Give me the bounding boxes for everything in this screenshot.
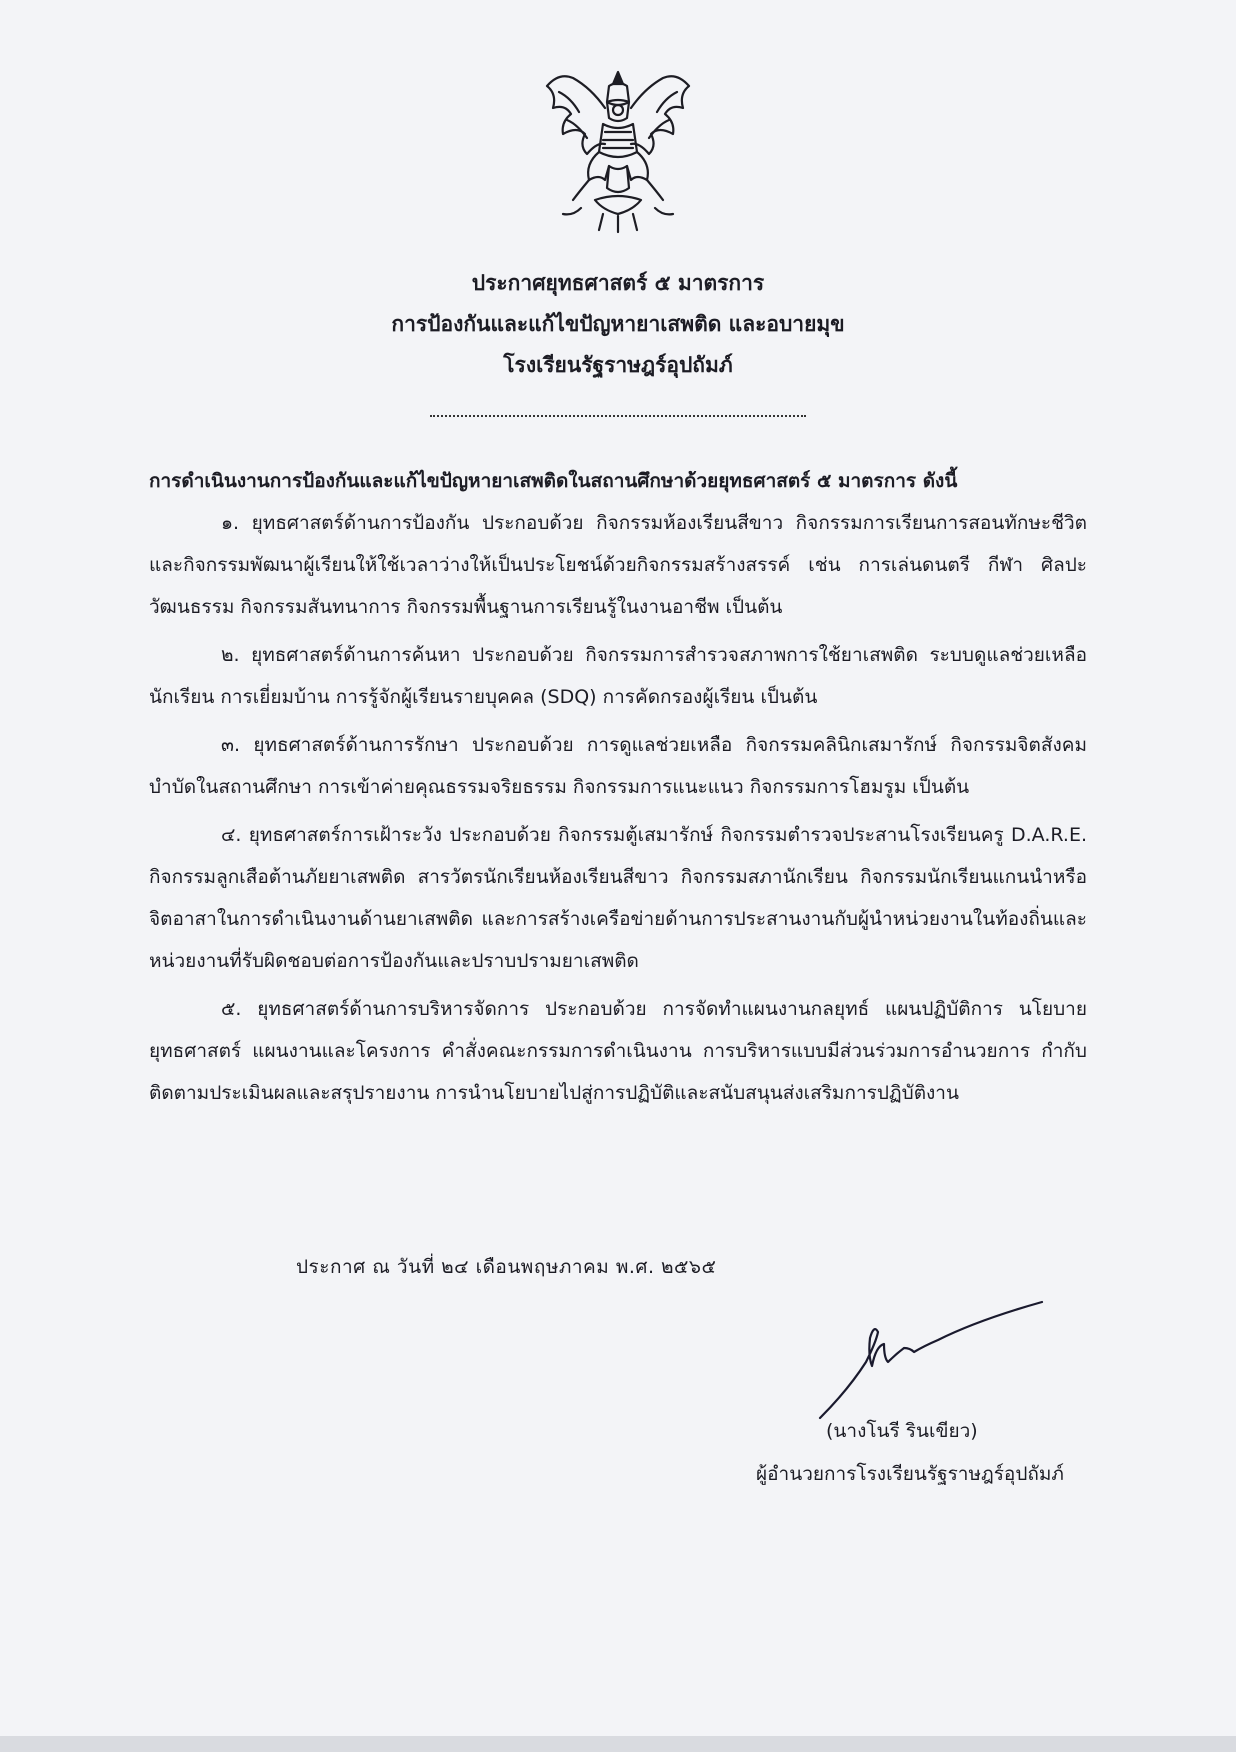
signer-title: ผู้อำนวยการโรงเรียนรัฐราษฎร์อุปถัมภ์ [756, 1463, 1064, 1485]
strategy-item-5: ๕. ยุทธศาสตร์ด้านการบริหารจัดการ ประกอบด้วย การจัดทำแผนงานกลยุทธ์ แผนปฏิบัติการ นโยบายยุทธศาสตร์ แผนงานและโครงการ คำสั่งคณะกรรมการดำเนินงาน การบริหารแบบมีส่วนร่วมการอำนวยการ กำกับ ติดตามประเมินผลและสรุปรายงาน การนำนโยบายไปสู่การปฏิบัติและสนับสนุนส่งเสริมการปฏิบัติงาน [149, 998, 1087, 1104]
lead-paragraph: การดำเนินงานการป้องกันและแก้ไขปัญหายาเสพติดในสถานศึกษาด้วยยุทธศาสตร์ ๕ มาตรการ ดังนี้ [149, 470, 958, 492]
scan-bottom-edge [0, 1736, 1236, 1752]
dotted-divider [430, 415, 806, 417]
garuda-emblem-icon [533, 68, 703, 236]
announcement-date: ประกาศ ณ วันที่ ๒๔ เดือนพฤษภาคม พ.ศ. ๒๕๖๕ [296, 1256, 717, 1278]
announcement-body [149, 460, 1087, 1120]
signer-name: (นางโนรี รินเขียว) [826, 1420, 978, 1442]
title-line-1: ประกาศยุทธศาสตร์ ๕ มาตรการ [471, 271, 765, 295]
title-line-2: การป้องกันและแก้ไขปัญหายาเสพติด และอบายมุข [391, 312, 845, 336]
strategy-item-4: ๔. ยุทธศาสตร์การเฝ้าระวัง ประกอบด้วย กิจกรรมตู้เสมารักษ์ กิจกรรมตำรวจประสานโรงเรียนครู D.A.R.E. กิจกรรมลูกเสือต้านภัยยาเสพติด สารวัตรนักเรียนห้องเรียนสีขาว กิจกรรมสภานักเรียน กิจกรรมนักเรียนแกนนำหรือจิตอาสาในการดำเนินงานด้านยาเสพติด และการสร้างเครือข่ายด้านการประสานงานกับผู้นำหน่วยงานในท้องถิ่นและหน่วยงานที่รับผิดชอบต่อการป้องกันและปราบปรามยาเสพติด [149, 824, 1087, 972]
strategy-item-1: ๑. ยุทธศาสตร์ด้านการป้องกัน ประกอบด้วย กิจกรรมห้องเรียนสีขาว กิจกรรมการเรียนการสอนทักษะชีวิตและกิจกรรมพัฒนาผู้เรียนให้ใช้เวลาว่างให้เป็นประโยชน์ด้วยกิจกรรมสร้างสรรค์ เช่น การเล่นดนตรี กีฬา ศิลปะ วัฒนธรรม กิจกรรมสันทนาการ กิจกรรมพื้นฐานการเรียนรู้ในงานอาชีพ เป็นต้น [149, 512, 1087, 618]
strategy-item-3: ๓. ยุทธศาสตร์ด้านการรักษา ประกอบด้วย การดูแลช่วยเหลือ กิจกรรมคลินิกเสมารักษ์ กิจกรรมจิตสังคมบำบัดในสถานศึกษา การเข้าค่ายคุณธรรมจริยธรรม กิจกรรมการแนะแนว กิจกรรมการโฮมรูม เป็นต้น [149, 734, 1087, 798]
strategy-item-2: ๒. ยุทธศาสตร์ด้านการค้นหา ประกอบด้วย กิจกรรมการสำรวจสภาพการใช้ยาเสพติด ระบบดูแลช่วยเหลือนักเรียน การเยี่ยมบ้าน การรู้จักผู้เรียนรายบุคคล (SDQ) การคัดกรองผู้เรียน เป็นต้น [149, 644, 1087, 708]
title-line-3: โรงเรียนรัฐราษฎร์อุปถัมภ์ [503, 353, 733, 377]
handwritten-signature [818, 1286, 1048, 1426]
title-block [0, 263, 1236, 386]
